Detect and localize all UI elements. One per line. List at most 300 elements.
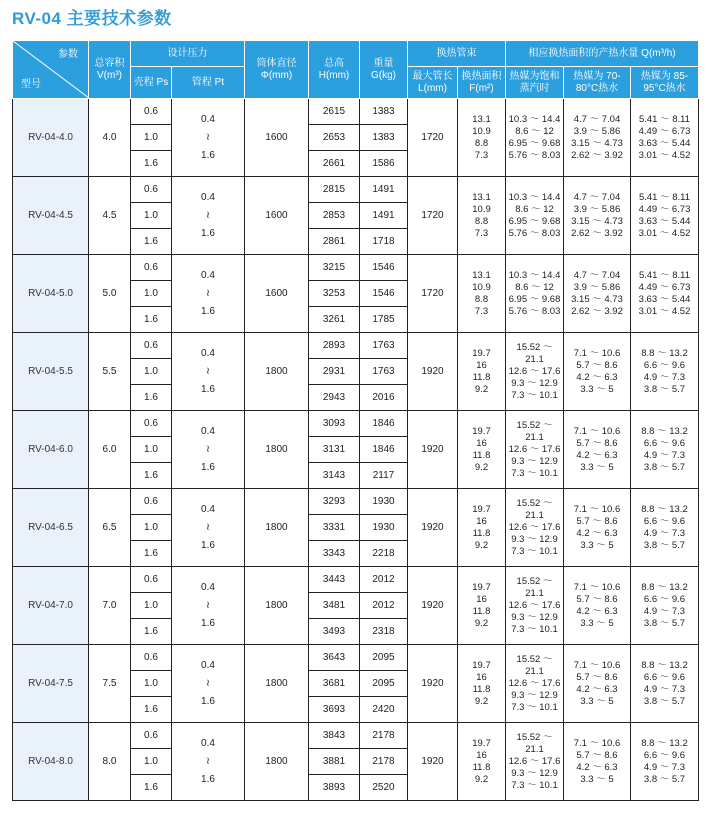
steam-output-cell bbox=[506, 645, 564, 723]
steam-output-cell bbox=[506, 177, 564, 255]
model-cell: RV-04-6.0 bbox=[13, 411, 89, 489]
steam-output-cell bbox=[506, 723, 564, 801]
header-hot85: 热媒为 85-95°C热水 bbox=[631, 67, 699, 99]
diameter-cell: 1800 bbox=[245, 333, 309, 411]
area-value: 11.8 bbox=[472, 527, 491, 539]
steam-output-value: 12.6 ～ 17.6 bbox=[508, 599, 561, 611]
diameter-cell: 1800 bbox=[245, 411, 309, 489]
hot85-output-value: 3.63 ～ 5.44 bbox=[638, 215, 691, 227]
shell-pressure-cell: 1.0 bbox=[131, 359, 172, 385]
height-cell: 3331 bbox=[309, 515, 360, 541]
range-tilde: ≀ bbox=[206, 209, 210, 221]
tube-pressure-value: 0.4 bbox=[201, 191, 215, 203]
model-cell: RV-04-7.5 bbox=[13, 645, 89, 723]
height-cell: 3253 bbox=[309, 281, 360, 307]
area-cell bbox=[458, 489, 506, 567]
tube-pressure-cell bbox=[172, 723, 245, 801]
tube-pressure-value: 0.4 bbox=[201, 659, 215, 671]
area-value: 19.7 bbox=[472, 659, 491, 671]
area-value: 13.1 bbox=[472, 191, 491, 203]
max-length-cell: 1720 bbox=[408, 177, 458, 255]
steam-output-value: 7.3 ～ 10.1 bbox=[511, 623, 558, 635]
max-length-cell: 1720 bbox=[408, 99, 458, 177]
tube-pressure-cell bbox=[172, 99, 245, 177]
steam-output-value: 10.3 ～ 14.4 bbox=[508, 191, 561, 203]
header-design-pressure: 设计压力 bbox=[131, 41, 245, 67]
hot85-output-cell bbox=[631, 567, 699, 645]
steam-output-cell bbox=[506, 489, 564, 567]
hot85-output-value: 6.6 ～ 9.6 bbox=[643, 515, 686, 527]
hot85-output-cell bbox=[631, 645, 699, 723]
weight-cell: 2095 bbox=[360, 645, 408, 671]
hot85-output-value: 4.9 ～ 7.3 bbox=[643, 683, 686, 695]
area-cell bbox=[458, 99, 506, 177]
area-cell bbox=[458, 645, 506, 723]
hot85-output-value: 4.9 ～ 7.3 bbox=[643, 605, 686, 617]
weight-cell: 1846 bbox=[360, 437, 408, 463]
shell-pressure-cell: 1.0 bbox=[131, 671, 172, 697]
steam-output-value: 7.3 ～ 10.1 bbox=[511, 701, 558, 713]
weight-cell: 1930 bbox=[360, 515, 408, 541]
area-value: 9.2 bbox=[474, 773, 489, 785]
weight-cell: 1383 bbox=[360, 125, 408, 151]
header-shell-pressure: 壳程 Ps bbox=[131, 67, 172, 99]
header-output-group: 相应换热面积的产热水量 Q(m³/h) bbox=[506, 41, 699, 67]
table-body bbox=[13, 99, 699, 801]
tube-pressure-value: 1.6 bbox=[201, 227, 215, 239]
shell-pressure-cell: 0.6 bbox=[131, 723, 172, 749]
model-cell: RV-04-5.5 bbox=[13, 333, 89, 411]
shell-pressure-cell: 0.6 bbox=[131, 177, 172, 203]
area-value: 16 bbox=[476, 359, 487, 371]
steam-output-value: 15.52 ～ 21.1 bbox=[516, 731, 553, 755]
area-value: 9.2 bbox=[474, 539, 489, 551]
hot85-output-value: 3.8 ～ 5.7 bbox=[643, 773, 686, 785]
hot70-output-value: 5.7 ～ 8.6 bbox=[576, 671, 618, 683]
area-value: 19.7 bbox=[472, 503, 491, 515]
hot70-output-value: 5.7 ～ 8.6 bbox=[576, 437, 618, 449]
steam-output-value: 8.6 ～ 12 bbox=[515, 203, 554, 215]
height-cell: 2653 bbox=[309, 125, 360, 151]
hot70-output-value: 7.1 ～ 10.6 bbox=[573, 581, 621, 593]
shell-pressure-cell: 1.6 bbox=[131, 229, 172, 255]
tube-pressure-value: 1.6 bbox=[201, 773, 215, 785]
steam-output-value: 8.6 ～ 12 bbox=[515, 125, 554, 137]
hot85-output-value: 3.63 ～ 5.44 bbox=[638, 293, 691, 305]
hot70-output-cell bbox=[564, 489, 631, 567]
area-value: 16 bbox=[476, 593, 487, 605]
area-value: 10.9 bbox=[472, 125, 491, 137]
area-cell bbox=[458, 411, 506, 489]
area-cell bbox=[458, 723, 506, 801]
steam-output-value: 7.3 ～ 10.1 bbox=[511, 545, 558, 557]
hot70-output-value: 3.15 ～ 4.73 bbox=[571, 137, 623, 149]
shell-pressure-cell: 0.6 bbox=[131, 333, 172, 359]
steam-output-value: 15.52 ～ 21.1 bbox=[516, 653, 553, 677]
hot85-output-value: 8.8 ～ 13.2 bbox=[641, 347, 688, 359]
hot70-output-value: 2.62 ～ 3.92 bbox=[571, 227, 623, 239]
hot70-output-value: 2.62 ～ 3.92 bbox=[571, 149, 623, 161]
tube-pressure-value: 1.6 bbox=[201, 539, 215, 551]
hot85-output-cell bbox=[631, 99, 699, 177]
steam-output-value: 5.76 ～ 8.03 bbox=[508, 227, 561, 239]
height-cell: 2615 bbox=[309, 99, 360, 125]
hot70-output-cell bbox=[564, 645, 631, 723]
weight-cell: 1763 bbox=[360, 359, 408, 385]
hot85-output-cell bbox=[631, 177, 699, 255]
header-tube-pressure: 管程 Pt bbox=[172, 67, 245, 99]
hot85-output-value: 4.9 ～ 7.3 bbox=[643, 371, 686, 383]
area-value: 8.8 bbox=[474, 215, 489, 227]
height-cell: 3881 bbox=[309, 749, 360, 775]
area-value: 16 bbox=[476, 437, 487, 449]
weight-cell: 1383 bbox=[360, 99, 408, 125]
weight-cell: 2012 bbox=[360, 593, 408, 619]
weight-cell: 2178 bbox=[360, 749, 408, 775]
weight-cell: 1718 bbox=[360, 229, 408, 255]
area-value: 19.7 bbox=[472, 581, 491, 593]
volume-cell: 5.5 bbox=[89, 333, 131, 411]
spec-table bbox=[12, 40, 699, 801]
area-value: 9.2 bbox=[474, 617, 489, 629]
shell-pressure-cell: 1.6 bbox=[131, 151, 172, 177]
steam-output-value: 6.95 ～ 9.68 bbox=[508, 293, 561, 305]
tube-pressure-value: 1.6 bbox=[201, 305, 215, 317]
hot85-output-value: 8.8 ～ 13.2 bbox=[641, 659, 688, 671]
area-value: 13.1 bbox=[472, 113, 491, 125]
hot70-output-value: 3.9 ～ 5.86 bbox=[573, 125, 621, 137]
area-value: 9.2 bbox=[474, 383, 489, 395]
hot70-output-value: 3.15 ～ 4.73 bbox=[571, 215, 623, 227]
header-max-length: 最大管长 L(mm) bbox=[408, 67, 458, 99]
volume-cell: 4.0 bbox=[89, 99, 131, 177]
area-value: 7.3 bbox=[474, 305, 489, 317]
hot85-output-value: 3.01 ～ 4.52 bbox=[638, 227, 691, 239]
hot85-output-value: 3.8 ～ 5.7 bbox=[643, 617, 686, 629]
height-cell: 3293 bbox=[309, 489, 360, 515]
diameter-cell: 1600 bbox=[245, 255, 309, 333]
steam-output-value: 12.6 ～ 17.6 bbox=[508, 521, 561, 533]
steam-output-value: 12.6 ～ 17.6 bbox=[508, 365, 561, 377]
height-cell: 2931 bbox=[309, 359, 360, 385]
hot85-output-value: 8.8 ～ 13.2 bbox=[641, 425, 688, 437]
weight-cell: 2520 bbox=[360, 775, 408, 801]
height-cell: 3215 bbox=[309, 255, 360, 281]
hot85-output-value: 8.8 ～ 13.2 bbox=[641, 737, 688, 749]
volume-cell: 8.0 bbox=[89, 723, 131, 801]
shell-pressure-cell: 0.6 bbox=[131, 255, 172, 281]
table-row bbox=[13, 567, 699, 593]
hot70-output-value: 3.3 ～ 5 bbox=[580, 617, 614, 629]
hot70-output-value: 5.7 ～ 8.6 bbox=[576, 359, 618, 371]
steam-output-cell bbox=[506, 333, 564, 411]
hot70-output-value: 4.7 ～ 7.04 bbox=[573, 113, 621, 125]
hot85-output-value: 4.49 ～ 6.73 bbox=[638, 203, 691, 215]
hot85-output-value: 5.41 ～ 8.11 bbox=[638, 191, 691, 203]
height-cell: 3261 bbox=[309, 307, 360, 333]
shell-pressure-cell: 0.6 bbox=[131, 567, 172, 593]
model-cell: RV-04-4.0 bbox=[13, 99, 89, 177]
steam-output-cell bbox=[506, 255, 564, 333]
diameter-cell: 1600 bbox=[245, 99, 309, 177]
steam-output-cell bbox=[506, 411, 564, 489]
hot70-output-value: 4.2 ～ 6.3 bbox=[576, 683, 618, 695]
diameter-cell: 1600 bbox=[245, 177, 309, 255]
area-value: 11.8 bbox=[472, 683, 491, 695]
max-length-cell: 1920 bbox=[408, 723, 458, 801]
hot85-output-value: 6.6 ～ 9.6 bbox=[643, 671, 686, 683]
steam-output-value: 10.3 ～ 14.4 bbox=[508, 113, 561, 125]
table-row bbox=[13, 645, 699, 671]
steam-output-value: 8.6 ～ 12 bbox=[515, 281, 554, 293]
model-cell: RV-04-4.5 bbox=[13, 177, 89, 255]
hot70-output-cell bbox=[564, 567, 631, 645]
area-value: 19.7 bbox=[472, 425, 491, 437]
volume-cell: 7.0 bbox=[89, 567, 131, 645]
hot85-output-value: 3.8 ～ 5.7 bbox=[643, 695, 686, 707]
tube-pressure-value: 0.4 bbox=[201, 347, 215, 359]
height-cell: 3693 bbox=[309, 697, 360, 723]
weight-cell: 1586 bbox=[360, 151, 408, 177]
weight-cell: 2016 bbox=[360, 385, 408, 411]
max-length-cell: 1920 bbox=[408, 567, 458, 645]
table-row bbox=[13, 177, 699, 203]
page-title: RV-04 主要技术参数 bbox=[12, 9, 172, 28]
range-tilde: ≀ bbox=[206, 521, 210, 533]
hot85-output-value: 3.63 ～ 5.44 bbox=[638, 137, 691, 149]
hot70-output-value: 3.3 ～ 5 bbox=[580, 773, 614, 785]
weight-cell: 1546 bbox=[360, 281, 408, 307]
hot70-output-value: 3.3 ～ 5 bbox=[580, 695, 614, 707]
model-cell: RV-04-5.0 bbox=[13, 255, 89, 333]
range-tilde: ≀ bbox=[206, 755, 210, 767]
hot70-output-value: 3.3 ～ 5 bbox=[580, 461, 614, 473]
hot70-output-value: 7.1 ～ 10.6 bbox=[573, 737, 621, 749]
range-tilde: ≀ bbox=[206, 131, 210, 143]
hot70-output-value: 5.7 ～ 8.6 bbox=[576, 593, 618, 605]
area-value: 16 bbox=[476, 671, 487, 683]
hot85-output-value: 4.49 ～ 6.73 bbox=[638, 281, 691, 293]
volume-cell: 7.5 bbox=[89, 645, 131, 723]
weight-cell: 1763 bbox=[360, 333, 408, 359]
shell-pressure-cell: 1.6 bbox=[131, 463, 172, 489]
volume-cell: 4.5 bbox=[89, 177, 131, 255]
height-cell: 2853 bbox=[309, 203, 360, 229]
steam-output-value: 5.76 ～ 8.03 bbox=[508, 149, 561, 161]
hot85-output-value: 4.49 ～ 6.73 bbox=[638, 125, 691, 137]
steam-output-cell bbox=[506, 99, 564, 177]
weight-cell: 1785 bbox=[360, 307, 408, 333]
weight-cell: 2318 bbox=[360, 619, 408, 645]
shell-pressure-cell: 1.6 bbox=[131, 541, 172, 567]
hot85-output-value: 6.6 ～ 9.6 bbox=[643, 359, 686, 371]
shell-pressure-cell: 1.0 bbox=[131, 203, 172, 229]
hot70-output-value: 3.9 ～ 5.86 bbox=[573, 281, 621, 293]
weight-cell: 2178 bbox=[360, 723, 408, 749]
area-value: 19.7 bbox=[472, 347, 491, 359]
hot70-output-value: 7.1 ～ 10.6 bbox=[573, 347, 621, 359]
tube-pressure-value: 0.4 bbox=[201, 425, 215, 437]
area-cell bbox=[458, 177, 506, 255]
header-area: 换热面积 F(m²) bbox=[458, 67, 506, 99]
area-value: 16 bbox=[476, 515, 487, 527]
hot85-output-value: 5.41 ～ 8.11 bbox=[638, 113, 691, 125]
shell-pressure-cell: 0.6 bbox=[131, 645, 172, 671]
hot70-output-value: 5.7 ～ 8.6 bbox=[576, 515, 618, 527]
height-cell: 2893 bbox=[309, 333, 360, 359]
height-cell: 3843 bbox=[309, 723, 360, 749]
table-row bbox=[13, 411, 699, 437]
steam-output-value: 15.52 ～ 21.1 bbox=[516, 341, 553, 365]
area-value: 11.8 bbox=[472, 371, 491, 383]
tube-pressure-value: 0.4 bbox=[201, 581, 215, 593]
area-value: 11.8 bbox=[472, 761, 491, 773]
diameter-cell: 1800 bbox=[245, 567, 309, 645]
max-length-cell: 1920 bbox=[408, 645, 458, 723]
hot85-output-value: 3.8 ～ 5.7 bbox=[643, 461, 686, 473]
table-row bbox=[13, 489, 699, 515]
hot85-output-value: 4.9 ～ 7.3 bbox=[643, 761, 686, 773]
tube-pressure-cell bbox=[172, 411, 245, 489]
shell-pressure-cell: 1.6 bbox=[131, 619, 172, 645]
diameter-cell: 1800 bbox=[245, 723, 309, 801]
area-value: 11.8 bbox=[472, 605, 491, 617]
hot70-output-cell bbox=[564, 723, 631, 801]
hot85-output-value: 4.9 ～ 7.3 bbox=[643, 527, 686, 539]
shell-pressure-cell: 0.6 bbox=[131, 99, 172, 125]
tube-pressure-value: 0.4 bbox=[201, 269, 215, 281]
steam-output-value: 9.3 ～ 12.9 bbox=[511, 455, 558, 467]
steam-output-value: 15.52 ～ 21.1 bbox=[516, 419, 553, 443]
header-param: 参数 bbox=[58, 49, 78, 60]
header-steam: 热媒为饱和蒸汽时 bbox=[506, 67, 564, 99]
hot85-output-cell bbox=[631, 723, 699, 801]
hot70-output-value: 4.7 ～ 7.04 bbox=[573, 191, 621, 203]
height-cell: 2661 bbox=[309, 151, 360, 177]
area-value: 9.2 bbox=[474, 461, 489, 473]
area-cell bbox=[458, 567, 506, 645]
volume-cell: 6.5 bbox=[89, 489, 131, 567]
steam-output-value: 6.95 ～ 9.68 bbox=[508, 137, 561, 149]
shell-pressure-cell: 1.0 bbox=[131, 515, 172, 541]
weight-cell: 1846 bbox=[360, 411, 408, 437]
header-tube-bundle: 换热管束 bbox=[408, 41, 506, 67]
shell-pressure-cell: 1.0 bbox=[131, 281, 172, 307]
max-length-cell: 1920 bbox=[408, 333, 458, 411]
height-cell: 3481 bbox=[309, 593, 360, 619]
height-cell: 3681 bbox=[309, 671, 360, 697]
height-cell: 3131 bbox=[309, 437, 360, 463]
tube-pressure-value: 1.6 bbox=[201, 695, 215, 707]
hot70-output-cell bbox=[564, 177, 631, 255]
hot70-output-cell bbox=[564, 99, 631, 177]
range-tilde: ≀ bbox=[206, 599, 210, 611]
shell-pressure-cell: 1.0 bbox=[131, 749, 172, 775]
height-cell: 3093 bbox=[309, 411, 360, 437]
hot85-output-cell bbox=[631, 333, 699, 411]
tube-pressure-cell bbox=[172, 489, 245, 567]
weight-cell: 2012 bbox=[360, 567, 408, 593]
steam-output-value: 9.3 ～ 12.9 bbox=[511, 533, 558, 545]
steam-output-value: 9.3 ～ 12.9 bbox=[511, 689, 558, 701]
tube-pressure-value: 1.6 bbox=[201, 383, 215, 395]
hot70-output-value: 7.1 ～ 10.6 bbox=[573, 503, 621, 515]
model-cell: RV-04-8.0 bbox=[13, 723, 89, 801]
model-cell: RV-04-6.5 bbox=[13, 489, 89, 567]
tube-pressure-cell bbox=[172, 567, 245, 645]
hot85-output-value: 8.8 ～ 13.2 bbox=[641, 503, 688, 515]
hot85-output-value: 6.6 ～ 9.6 bbox=[643, 749, 686, 761]
hot85-output-value: 8.8 ～ 13.2 bbox=[641, 581, 688, 593]
steam-output-value: 9.3 ～ 12.9 bbox=[511, 377, 558, 389]
shell-pressure-cell: 1.6 bbox=[131, 775, 172, 801]
hot85-output-value: 5.41 ～ 8.11 bbox=[638, 269, 691, 281]
hot85-output-cell bbox=[631, 411, 699, 489]
steam-output-value: 6.95 ～ 9.68 bbox=[508, 215, 561, 227]
steam-output-value: 12.6 ～ 17.6 bbox=[508, 677, 561, 689]
hot70-output-value: 3.9 ～ 5.86 bbox=[573, 203, 621, 215]
tube-pressure-value: 0.4 bbox=[201, 113, 215, 125]
hot85-output-value: 3.8 ～ 5.7 bbox=[643, 383, 686, 395]
hot70-output-value: 3.3 ～ 5 bbox=[580, 383, 614, 395]
steam-output-value: 9.3 ～ 12.9 bbox=[511, 611, 558, 623]
steam-output-value: 15.52 ～ 21.1 bbox=[516, 497, 553, 521]
hot70-output-value: 3.3 ～ 5 bbox=[580, 539, 614, 551]
height-cell: 3343 bbox=[309, 541, 360, 567]
max-length-cell: 1720 bbox=[408, 255, 458, 333]
range-tilde: ≀ bbox=[206, 287, 210, 299]
area-value: 13.1 bbox=[472, 269, 491, 281]
hot85-output-value: 3.01 ～ 4.52 bbox=[638, 305, 691, 317]
weight-cell: 2117 bbox=[360, 463, 408, 489]
hot70-output-value: 4.2 ～ 6.3 bbox=[576, 761, 618, 773]
steam-output-value: 9.3 ～ 12.9 bbox=[511, 767, 558, 779]
shell-pressure-cell: 1.6 bbox=[131, 697, 172, 723]
tube-pressure-value: 1.6 bbox=[201, 149, 215, 161]
steam-output-value: 12.6 ～ 17.6 bbox=[508, 755, 561, 767]
shell-pressure-cell: 0.6 bbox=[131, 411, 172, 437]
tube-pressure-cell bbox=[172, 255, 245, 333]
height-cell: 3893 bbox=[309, 775, 360, 801]
hot70-output-value: 4.2 ～ 6.3 bbox=[576, 605, 618, 617]
area-value: 19.7 bbox=[472, 737, 491, 749]
diameter-cell: 1800 bbox=[245, 645, 309, 723]
area-value: 10.9 bbox=[472, 281, 491, 293]
header-model: 型号 bbox=[21, 79, 41, 90]
area-value: 11.8 bbox=[472, 449, 491, 461]
area-value: 7.3 bbox=[474, 149, 489, 161]
hot70-output-value: 7.1 ～ 10.6 bbox=[573, 659, 621, 671]
hot70-output-value: 4.2 ～ 6.3 bbox=[576, 449, 618, 461]
volume-cell: 5.0 bbox=[89, 255, 131, 333]
hot70-output-value: 3.15 ～ 4.73 bbox=[571, 293, 623, 305]
weight-cell: 2420 bbox=[360, 697, 408, 723]
steam-output-value: 10.3 ～ 14.4 bbox=[508, 269, 561, 281]
table-row bbox=[13, 723, 699, 749]
hot85-output-value: 6.6 ～ 9.6 bbox=[643, 593, 686, 605]
tube-pressure-value: 0.4 bbox=[201, 737, 215, 749]
model-cell: RV-04-7.0 bbox=[13, 567, 89, 645]
header-diameter: 筒体直径 Φ(mm) bbox=[245, 41, 309, 99]
table-row bbox=[13, 255, 699, 281]
area-value: 9.2 bbox=[474, 695, 489, 707]
shell-pressure-cell: 1.6 bbox=[131, 307, 172, 333]
area-cell bbox=[458, 255, 506, 333]
volume-cell: 6.0 bbox=[89, 411, 131, 489]
shell-pressure-cell: 1.0 bbox=[131, 125, 172, 151]
hot70-output-value: 2.62 ～ 3.92 bbox=[571, 305, 623, 317]
hot85-output-cell bbox=[631, 489, 699, 567]
